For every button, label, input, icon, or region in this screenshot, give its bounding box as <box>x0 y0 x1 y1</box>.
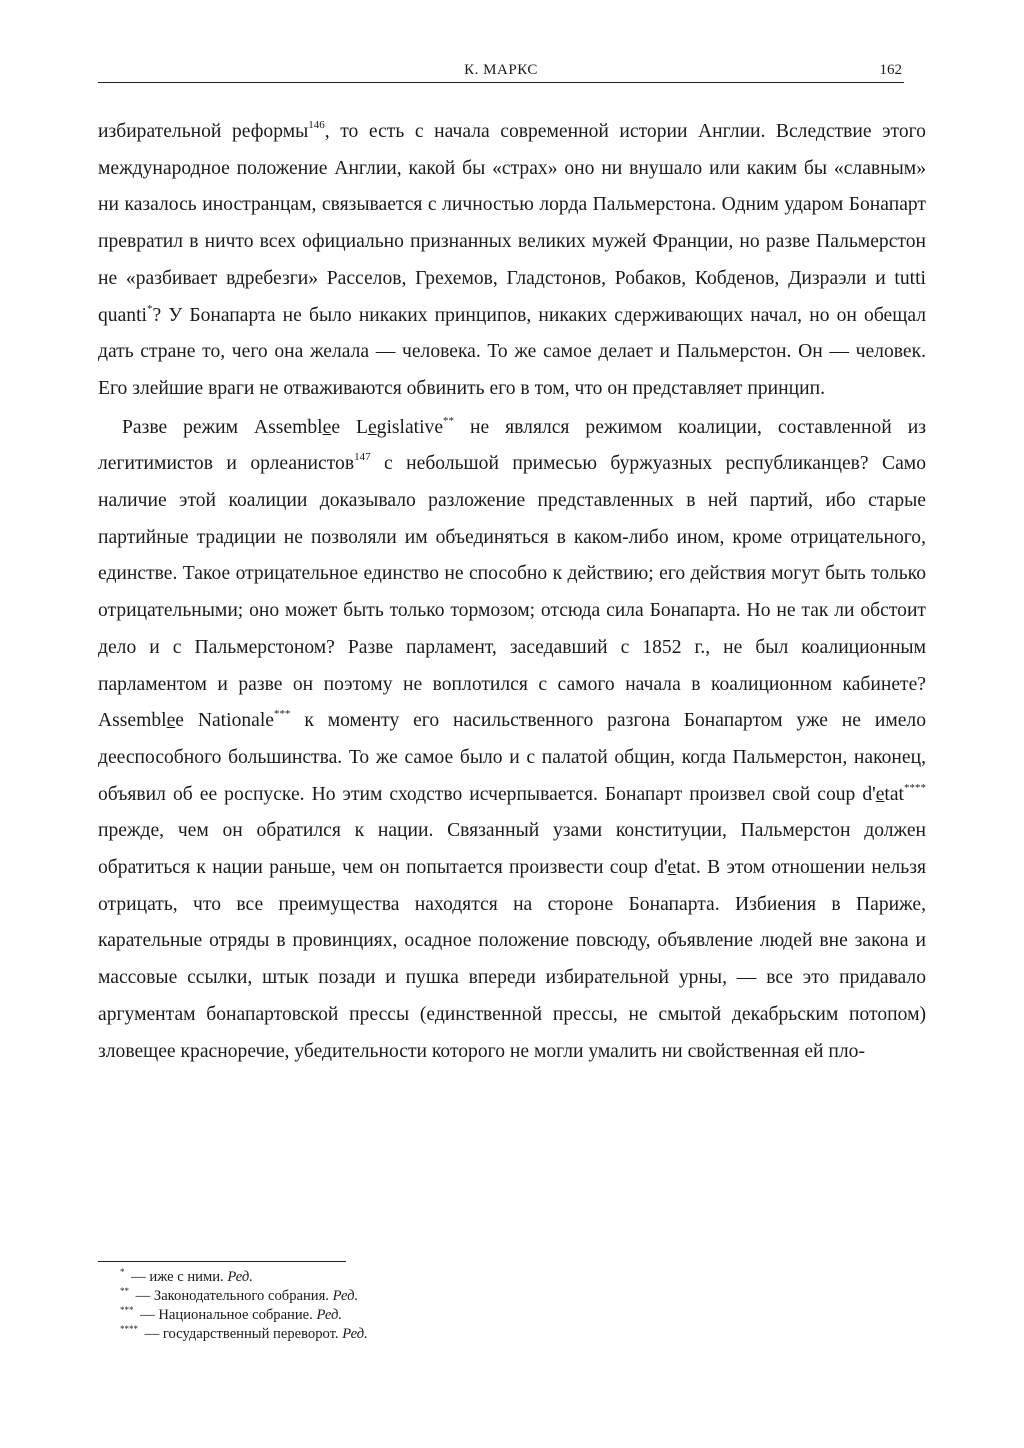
page-number: 162 <box>879 62 902 78</box>
running-header-author: К. МАРКС <box>464 62 538 78</box>
text-run: Разве режим Assembl <box>122 416 323 438</box>
endnote-ref-147: 147 <box>354 451 371 464</box>
footnote-separator <box>98 1261 346 1262</box>
main-text <box>98 114 926 1070</box>
footnote-ref-2: ** <box>443 414 455 427</box>
underlined-letter: e <box>322 416 332 438</box>
text-run: tat. В этом отношении нельзя отрицать, что все преимущества находятся на стороне Бонапарта. Избиения в Париже, карательные отряды в провинциях, осадное положение повсюду, объявление людей вне закона и массовые ссылки, штык позади и пушка впереди избирательной урны, — все это придавало аргументам бонапартовской прессы (единственной прессы, не смытой декабрьским потопом) зловещее красноречие, убедительности которого не могли умалить ни свойственная ей пло- <box>98 857 926 1062</box>
footnote-2 <box>120 1287 820 1306</box>
footnote-text: — иже с ними. <box>127 1269 228 1285</box>
footnote-ref-1: * <box>146 302 153 315</box>
editor-note: Ред. <box>342 1326 368 1342</box>
footnote-mark: * <box>120 1267 125 1277</box>
editor-note: Ред. <box>316 1307 343 1323</box>
footnote-text: — Национальное собрание. <box>136 1307 317 1323</box>
underlined-letter: e <box>166 710 176 732</box>
underlined-letter: e <box>667 857 677 879</box>
underlined-letter: e <box>875 783 885 805</box>
footnote-ref-3: *** <box>274 708 291 721</box>
footnote-4 <box>120 1325 820 1344</box>
text-run: e Nationale <box>175 710 274 732</box>
text-run: , то есть с начала современной истории Англии. Вследствие этого международное положение Англии, какой бы «страх» оно ни внушало или каким бы «славным» ни казалось иностранцам, связывается с личностью лорда Пальмерстона. Одним ударом Бонапарт превратил в ничто всех официально признанных великих мужей Франции, но разве Пальмерстон не «разбивает вдребезги» Расселов, Грехемов, Гладстонов, Робаков, Кобденов, Дизраэли и tutti quanti <box>98 121 926 326</box>
footnote-3 <box>120 1306 820 1325</box>
footnote-text: — Законодательного собрания. <box>132 1288 333 1304</box>
endnote-ref-146: 146 <box>308 119 325 131</box>
text-run: к моменту его насильственного разгона Бонапартом уже не имело дееспособного большинства. То же самое было и с палатой общин, когда Пальмерстон, наконец, объявил об ее роспуске. Но этим сходство исчерпывается. Бонапарт произвел свой coup d' <box>98 710 926 805</box>
running-header <box>98 62 904 83</box>
editor-note: Ред. <box>332 1288 359 1304</box>
text-run: прежде, чем он обратился к нации. Связанный узами конституции, Пальмерстон должен обратиться к нации раньше, чем он попытается произвести coup d' <box>98 820 926 879</box>
paragraph-1 <box>98 114 926 408</box>
text-run: не являлся режимом коалиции, составленной из легитимистов и орлеанистов <box>98 416 926 475</box>
text-run: e L <box>331 416 368 438</box>
footnote-mark: **** <box>120 1324 138 1334</box>
footnote-1 <box>120 1268 820 1287</box>
footnote-mark: ** <box>120 1286 129 1296</box>
text-run: gislative <box>376 416 444 438</box>
footnote-ref-4: **** <box>904 781 926 794</box>
footnotes <box>120 1268 820 1344</box>
text-run: tat <box>884 783 904 805</box>
underlined-letter: e <box>367 416 377 438</box>
text-run: избирательной реформы <box>98 121 309 142</box>
text-run: с небольшой примесью буржуазных республиканцев? Само наличие этой коалиции доказывало разложение представленных в ней партий, ибо старые партийные традиции не позволяли им объединяться в каком-либо ином, кроме отрицательного, единстве. Такое отрицательное единство не способно к действию; его действия могут быть только отрицательными; оно может быть только тормозом; отсюда сила Бонапарта. Но не так ли обстоит дело и с Пальмерстоном? Разве парламент, заседавший с 1852 г., не был коалиционным парламентом и разве он поэтому не воплотился с самого начала в коалиционном кабинете? Assembl <box>98 453 926 732</box>
footnote-text: — государственный переворот. <box>141 1326 343 1342</box>
editor-note: Ред. <box>227 1269 253 1285</box>
paragraph-2 <box>98 410 926 1071</box>
text-run: ? У Бонапарта не было никаких принципов, никаких сдерживающих начал, но он обещал дать стране то, чего она желала — человека. То же самое делает и Пальмерстон. Он — человек. Его злейшие враги не отваживаются обвинить его в том, что он представляет принцип. <box>98 304 926 399</box>
footnote-mark: *** <box>120 1305 134 1315</box>
